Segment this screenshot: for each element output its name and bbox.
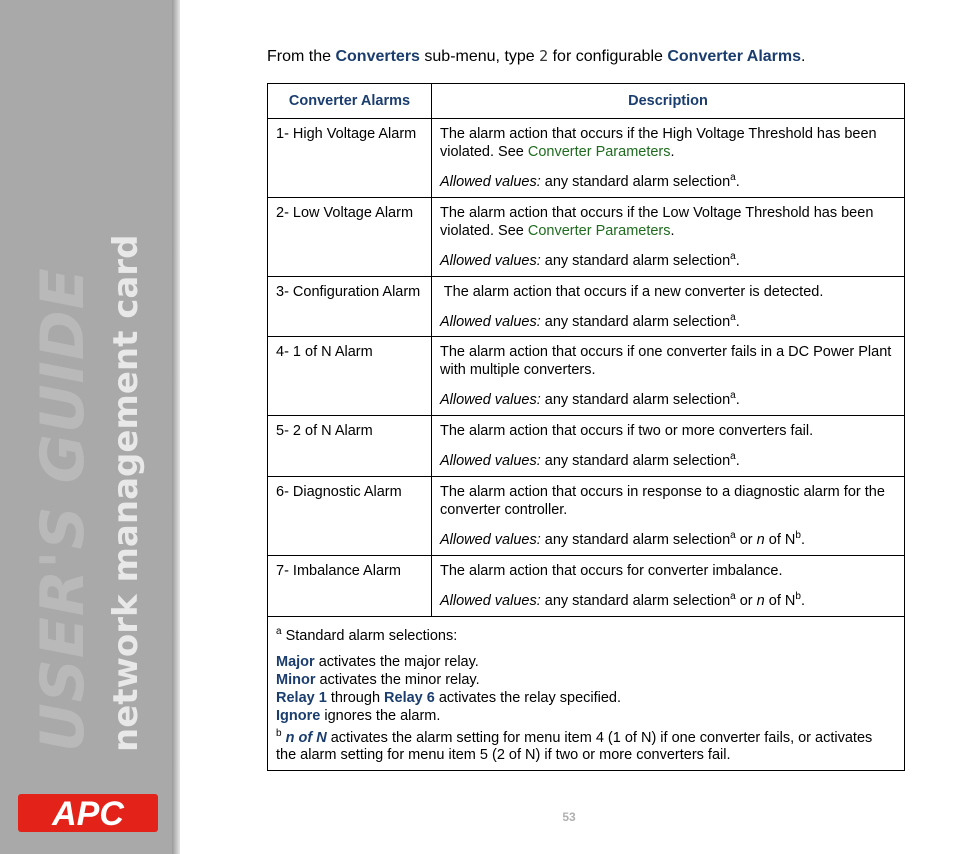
- guide-subtitle: network management card: [106, 234, 146, 752]
- footnotes: $^a$ Standard alarm selections: Major activates the major relay. Minor activates the minor relay. Relay 1 through Relay 6 activates the relay specified. Ignore ignores the alarm. $^b$ n of N activates the alarm setting for menu item 4 (1 of N) if one converter fails, or activates the alarm setting for menu item 5 (2 of N) if two or more converters fail.: [268, 616, 905, 771]
- converters-menu-ref: Converters: [335, 48, 420, 65]
- converter-alarms-ref: Converter Alarms: [667, 48, 802, 65]
- converter-parameters-link[interactable]: Converter Parameters: [527, 222, 671, 239]
- alarm-name: 4- 1 of N Alarm: [268, 337, 432, 416]
- column-header: Description: [432, 84, 905, 119]
- guide-title: USER'S GUIDE: [28, 267, 98, 752]
- table-row: [268, 197, 905, 276]
- table-row: [268, 477, 905, 556]
- alarm-description: The alarm action that occurs for converter imbalance. Allowed values: any standard alarm selection$^a$ or n of $N^b$.: [432, 555, 905, 616]
- intro-paragraph: From the Converters sub-menu, type 2 for configurable Converter Alarms.: [267, 47, 806, 65]
- table-row: [268, 119, 905, 198]
- alarm-name: 6- Diagnostic Alarm: [268, 477, 432, 556]
- alarm-description: The alarm action that occurs if one converter fails in a DC Power Plant with multiple converters. Allowed values: any standard alarm selection$^a$.: [432, 337, 905, 416]
- footnote-row: [268, 616, 905, 771]
- sidebar-shadow: [172, 0, 180, 854]
- alarm-description: The alarm action that occurs if the Low Voltage Threshold has been violated. See Converter Parameters. Allowed values: any standard alarm selection$^a$.: [432, 197, 905, 276]
- table-header-row: [268, 84, 905, 119]
- converter-parameters-link[interactable]: Converter Parameters: [527, 144, 671, 160]
- alarm-name: 7- Imbalance Alarm: [268, 555, 432, 616]
- alarm-description: The alarm action that occurs in response to a diagnostic alarm for the converter controller. Allowed values: any standard alarm selection$^a$ or n of $N^b$.: [432, 477, 905, 556]
- page-number: 53: [562, 810, 576, 824]
- table-row: [268, 276, 905, 337]
- converter-alarms-table: [267, 83, 905, 771]
- apc-logo-text: APC: [52, 795, 124, 832]
- table-row: [268, 555, 905, 616]
- alarm-description: The alarm action that occurs if two or more converters fail. Allowed values: any standard alarm selection$^a$.: [432, 416, 905, 477]
- alarm-description: The alarm action that occurs if a new converter is detected. Allowed values: any standard alarm selection$^a$.: [432, 276, 905, 337]
- alarm-name: 3- Configuration Alarm: [268, 276, 432, 337]
- main-content: [267, 44, 905, 771]
- menu-key: 2: [539, 47, 549, 65]
- table-row: [268, 337, 905, 416]
- table-row: [268, 416, 905, 477]
- alarm-name: 2- Low Voltage Alarm: [268, 197, 432, 276]
- alarm-description: The alarm action that occurs if the High Voltage Threshold has been violated. See Converter Parameters. Allowed values: any standard alarm selection$^a$.: [432, 119, 905, 198]
- alarm-name: 5- 2 of N Alarm: [268, 416, 432, 477]
- alarm-name: 1- High Voltage Alarm: [268, 119, 432, 198]
- column-header: Converter Alarms: [268, 84, 432, 119]
